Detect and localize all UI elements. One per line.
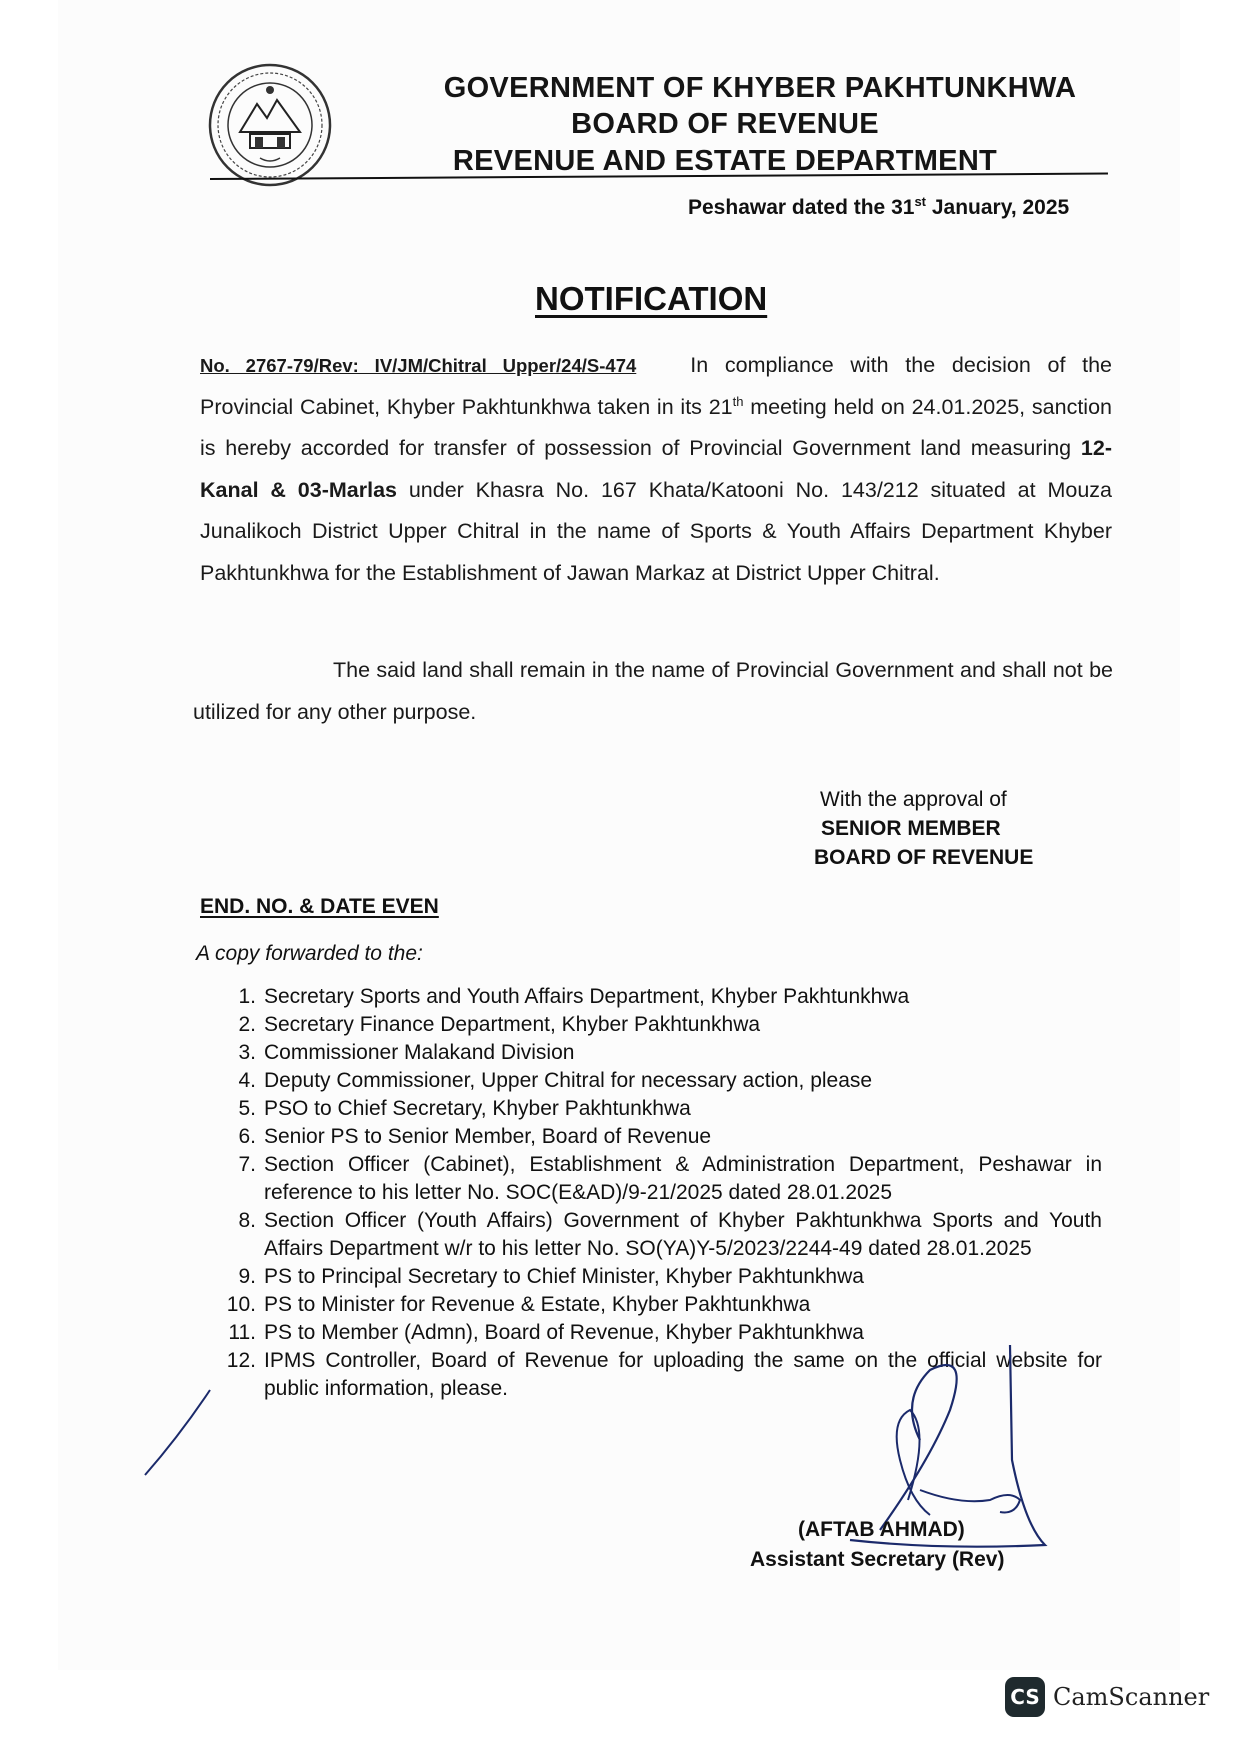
list-item — [222, 1067, 1102, 1095]
government-seal-icon — [205, 60, 335, 190]
list-item — [222, 1095, 1102, 1123]
list-item-text: PSO to Chief Secretary, Khyber Pakhtunkhwa — [264, 1097, 691, 1120]
list-item-number: 2. — [238, 1013, 256, 1036]
notification-paragraph-2: The said land shall remain in the name of Provincial Government and shall not be utilized for any other purpose. — [193, 658, 1113, 724]
endorsement-heading: END. NO. & DATE EVEN — [200, 895, 439, 918]
approval-line: With the approval of — [820, 788, 1007, 811]
list-item-text: Senior PS to Senior Member, Board of Revenue — [264, 1125, 712, 1148]
list-item-number: 7. — [238, 1153, 256, 1176]
list-item-text: PS to Member (Admn), Board of Revenue, Khyber Pakhtunkhwa — [264, 1321, 864, 1344]
list-item-text: PS to Principal Secretary to Chief Minister, Khyber Pakhtunkhwa — [264, 1265, 864, 1288]
list-item — [222, 1291, 1102, 1319]
list-item-number: 4. — [238, 1069, 256, 1092]
signatory-name: (AFTAB AHMAD) — [798, 1518, 965, 1541]
list-item-number: 10. — [226, 1293, 256, 1316]
list-item-number: 3. — [238, 1041, 256, 1064]
camscanner-watermark — [1005, 1677, 1209, 1717]
list-item-number: 12. — [226, 1349, 256, 1372]
list-item-text: Section Officer (Cabinet), Establishment & Administration Department, Peshawar in reference to his letter No. SOC(E&AD)/9-21/2025 dated 28.01.2025 — [264, 1153, 1102, 1204]
approval-authority: SENIOR MEMBER — [821, 817, 1001, 840]
list-item — [222, 1123, 1102, 1151]
list-item-text: IPMS Controller, Board of Revenue for uploading the same on the official website for public information, please. — [264, 1349, 1102, 1400]
list-item — [222, 1207, 1102, 1263]
reference-number: No. 2767-79/Rev: IV/JM/Chitral Upper/24/S-474 — [200, 355, 637, 376]
list-item — [222, 983, 1102, 1011]
approval-block — [814, 785, 1034, 872]
endorsement-intro: A copy forwarded to the: — [196, 942, 423, 965]
list-item-number: 8. — [238, 1209, 256, 1232]
list-item-text: Deputy Commissioner, Upper Chitral for necessary action, please — [264, 1069, 873, 1092]
page-title: NOTIFICATION — [535, 280, 768, 317]
approval-board: BOARD OF REVENUE — [814, 846, 1034, 869]
land-measure: 12-Kanal & 03-Marlas — [200, 436, 1112, 502]
list-item-text: PS to Minister for Revenue & Estate, Khyber Pakhtunkhwa — [264, 1293, 811, 1316]
camscanner-logo-icon: CS — [1005, 1677, 1045, 1717]
list-item-text: Commissioner Malakand Division — [264, 1041, 575, 1064]
list-item — [222, 1263, 1102, 1291]
list-item-text: Secretary Finance Department, Khyber Pakhtunkhwa — [264, 1013, 761, 1036]
board-name: BOARD OF REVENUE — [571, 108, 879, 140]
department-name: REVENUE AND ESTATE DEPARTMENT — [452, 145, 998, 177]
list-item — [222, 1011, 1102, 1039]
list-item — [222, 1151, 1102, 1207]
list-item-number: 6. — [238, 1125, 256, 1148]
list-item — [222, 1039, 1102, 1067]
list-item-text: Secretary Sports and Youth Affairs Department, Khyber Pakhtunkhwa — [264, 985, 910, 1008]
tick-mark — [140, 1385, 220, 1480]
notification-paragraph-1: No. 2767-79/Rev: IV/JM/Chitral Upper/24/S-474 In compliance with the decision of the Provincial Cabinet, Khyber Pakhtunkhwa taken in its 21th meeting held on 24.01.2025, sanction is hereby accorded for transfer of possession of Provincial Government land measuring 12-Kanal & 03-Marlas under Khasra No. 167 Khata/Katooni No. 143/212 situated at Mouza Junalikoch District Upper Chitral in the name of Sports & Youth Affairs Department Khyber Pakhtunkhwa for the Establishment of Jawan Markaz at District Upper Chitral. — [200, 353, 1113, 585]
signatory-designation: Assistant Secretary (Rev) — [750, 1548, 1005, 1571]
government-name: GOVERNMENT OF KHYBER PAKHTUNKHWA — [443, 72, 1077, 104]
list-item-text: Section Officer (Youth Affairs) Government of Khyber Pakhtunkhwa Sports and Youth Affairs Department w/r to his letter No. SO(YA)Y-5/2023/2244-49 dated 28.01.2025 — [264, 1209, 1102, 1260]
list-item-number: 5. — [238, 1097, 256, 1120]
issue-date: Peshawar dated the 31st January, 2025 — [688, 194, 1070, 219]
list-item-number: 1. — [238, 985, 256, 1008]
list-item-number: 11. — [228, 1321, 256, 1344]
list-item-number: 9. — [238, 1265, 256, 1288]
camscanner-text: CamScanner — [1053, 1683, 1210, 1711]
